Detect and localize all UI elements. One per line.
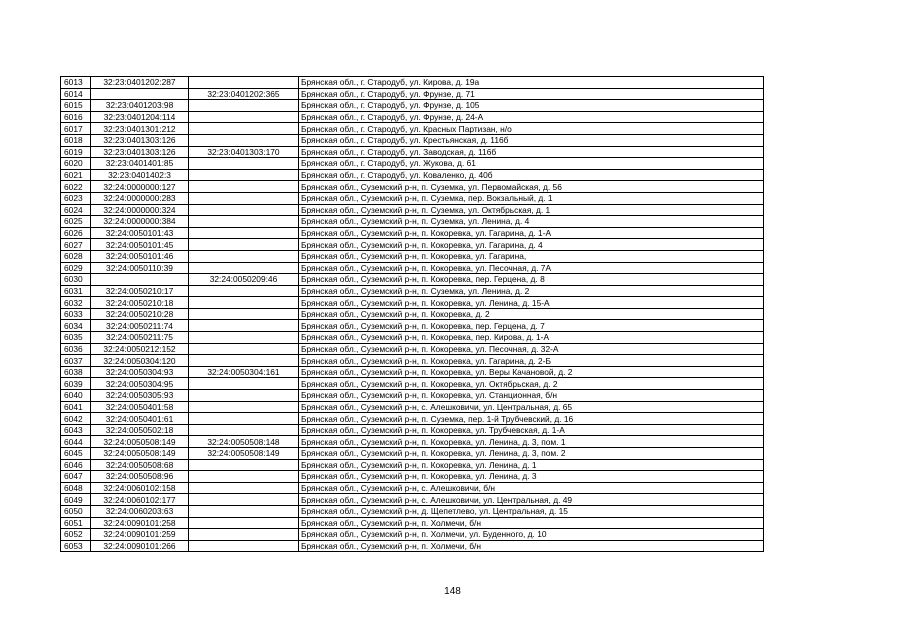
address-cell: Брянская обл., Суземский р-н, п. Кокоревка, ул. Гагарина, д. 4	[299, 239, 764, 251]
table-row	[61, 77, 764, 89]
second-cadastral-number-cell: 32:23:0401303:170	[189, 146, 299, 158]
address-cell: Брянская обл., Суземский р-н, п. Кокоревка, ул. Песочная, д. 32-А	[299, 343, 764, 355]
table-row	[61, 436, 764, 448]
table-row	[61, 401, 764, 413]
address-cell: Брянская обл., Суземский р-н, п. Холмечи, б/н	[299, 540, 764, 552]
address-cell: Брянская обл., г. Стародуб, ул. Жукова, д. 61	[299, 158, 764, 170]
second-cadastral-number-cell	[189, 250, 299, 262]
cadastral-number-cell: 32:24:0060203:63	[91, 505, 189, 517]
cadastral-number-cell: 32:24:0050401:58	[91, 401, 189, 413]
table-row	[61, 413, 764, 425]
address-cell: Брянская обл., г. Стародуб, ул. Фрунзе, д. 105	[299, 100, 764, 112]
address-cell: Брянская обл., г. Стародуб, ул. Заводская, д. 116б	[299, 146, 764, 158]
address-cell: Брянская обл., Суземский р-н, п. Суземка, ул. Первомайская, д. 56	[299, 181, 764, 193]
row-number-cell: 6032	[61, 297, 91, 309]
second-cadastral-number-cell	[189, 227, 299, 239]
second-cadastral-number-cell	[189, 378, 299, 390]
cadastral-number-cell: 32:24:0050101:45	[91, 239, 189, 251]
row-number-cell: 6039	[61, 378, 91, 390]
address-cell: Брянская обл., Суземский р-н, п. Кокоревка, ул. Октябрьская, д. 2	[299, 378, 764, 390]
second-cadastral-number-cell	[189, 77, 299, 89]
address-cell: Брянская обл., Суземский р-н, п. Суземка, пер. Вокзальный, д. 1	[299, 192, 764, 204]
table-row	[61, 482, 764, 494]
row-number-cell: 6013	[61, 77, 91, 89]
second-cadastral-number-cell	[189, 320, 299, 332]
table-row	[61, 262, 764, 274]
address-cell: Брянская обл., Суземский р-н, п. Кокоревка, ул. Ленина, д. 3, пом. 2	[299, 448, 764, 460]
second-cadastral-number-cell	[189, 390, 299, 402]
second-cadastral-number-cell	[189, 308, 299, 320]
row-number-cell: 6044	[61, 436, 91, 448]
cadastral-number-cell: 32:24:0000000:127	[91, 181, 189, 193]
second-cadastral-number-cell	[189, 413, 299, 425]
table-row	[61, 181, 764, 193]
row-number-cell: 6035	[61, 332, 91, 344]
row-number-cell: 6047	[61, 471, 91, 483]
address-cell: Брянская обл., Суземский р-н, с. Алешковичи, ул. Центральная, д. 49	[299, 494, 764, 506]
table-row	[61, 146, 764, 158]
cadastral-number-cell: 32:24:0050502:18	[91, 424, 189, 436]
table-row	[61, 355, 764, 367]
address-cell: Брянская обл., Суземский р-н, с. Алешковичи, ул. Центральная, д. 65	[299, 401, 764, 413]
table-row	[61, 517, 764, 529]
second-cadastral-number-cell: 32:23:0401202:365	[189, 88, 299, 100]
second-cadastral-number-cell	[189, 459, 299, 471]
address-cell: Брянская обл., Суземский р-н, п. Суземка, ул. Ленина, д. 2	[299, 285, 764, 297]
table-row	[61, 390, 764, 402]
cadastral-number-cell: 32:24:0050211:75	[91, 332, 189, 344]
cadastral-number-cell: 32:24:0090101:258	[91, 517, 189, 529]
table-row	[61, 471, 764, 483]
cadastral-number-cell: 32:23:0401202:287	[91, 77, 189, 89]
cadastral-number-cell	[91, 88, 189, 100]
cadastral-number-cell: 32:24:0050401:61	[91, 413, 189, 425]
second-cadastral-number-cell	[189, 517, 299, 529]
row-number-cell: 6025	[61, 216, 91, 228]
row-number-cell: 6033	[61, 308, 91, 320]
second-cadastral-number-cell	[189, 471, 299, 483]
table-row	[61, 540, 764, 552]
cadastral-number-cell: 32:24:0050304:95	[91, 378, 189, 390]
row-number-cell: 6051	[61, 517, 91, 529]
row-number-cell: 6050	[61, 505, 91, 517]
row-number-cell: 6046	[61, 459, 91, 471]
second-cadastral-number-cell	[189, 494, 299, 506]
row-number-cell: 6048	[61, 482, 91, 494]
table-row	[61, 169, 764, 181]
address-cell: Брянская обл., г. Стародуб, ул. Крестьянская, д. 116б	[299, 134, 764, 146]
second-cadastral-number-cell	[189, 239, 299, 251]
row-number-cell: 6028	[61, 250, 91, 262]
second-cadastral-number-cell	[189, 424, 299, 436]
table-row	[61, 192, 764, 204]
second-cadastral-number-cell	[189, 343, 299, 355]
second-cadastral-number-cell: 32:24:0050508:148	[189, 436, 299, 448]
table-row	[61, 320, 764, 332]
cadastral-number-cell: 32:23:0401204:114	[91, 111, 189, 123]
address-cell: Брянская обл., Суземский р-н, п. Кокоревка, ул. Гагарина, д. 2-Б	[299, 355, 764, 367]
cadastral-number-cell: 32:24:0050101:43	[91, 227, 189, 239]
address-cell: Брянская обл., г. Стародуб, ул. Фрунзе, д. 71	[299, 88, 764, 100]
cadastral-number-cell: 32:23:0401303:126	[91, 134, 189, 146]
address-cell: Брянская обл., Суземский р-н, п. Кокоревка, ул. Песочная, д. 7А	[299, 262, 764, 274]
cadastral-number-cell: 32:24:0050101:46	[91, 250, 189, 262]
address-cell: Брянская обл., Суземский р-н, п. Кокоревка, пер. Герцена, д. 7	[299, 320, 764, 332]
table-row	[61, 424, 764, 436]
cadastral-number-cell: 32:24:0060102:177	[91, 494, 189, 506]
row-number-cell: 6038	[61, 366, 91, 378]
row-number-cell: 6037	[61, 355, 91, 367]
row-number-cell: 6042	[61, 413, 91, 425]
cadastral-number-cell	[91, 274, 189, 286]
document-page	[60, 76, 763, 552]
cadastral-number-cell: 32:24:0050508:68	[91, 459, 189, 471]
table-row	[61, 529, 764, 541]
address-cell: Брянская обл., Суземский р-н, п. Кокоревка, ул. Гагарина,	[299, 250, 764, 262]
row-number-cell: 6014	[61, 88, 91, 100]
address-cell: Брянская обл., Суземский р-н, п. Кокоревка, ул. Станционная, б/н	[299, 390, 764, 402]
table-row	[61, 308, 764, 320]
row-number-cell: 6029	[61, 262, 91, 274]
row-number-cell: 6026	[61, 227, 91, 239]
cadastral-number-cell: 32:24:0090101:259	[91, 529, 189, 541]
table-row	[61, 494, 764, 506]
second-cadastral-number-cell	[189, 181, 299, 193]
table-row	[61, 158, 764, 170]
table-row	[61, 448, 764, 460]
table-body	[61, 77, 764, 552]
table-row	[61, 88, 764, 100]
address-cell: Брянская обл., Суземский р-н, п. Холмечи, б/н	[299, 517, 764, 529]
row-number-cell: 6023	[61, 192, 91, 204]
row-number-cell: 6040	[61, 390, 91, 402]
address-cell: Брянская обл., г. Стародуб, ул. Красных Партизан, н/о	[299, 123, 764, 135]
cadastral-number-cell: 32:24:0050304:93	[91, 366, 189, 378]
cadastral-number-cell: 32:24:0050508:149	[91, 436, 189, 448]
row-number-cell: 6045	[61, 448, 91, 460]
second-cadastral-number-cell	[189, 123, 299, 135]
second-cadastral-number-cell	[189, 262, 299, 274]
cadastral-number-cell: 32:24:0000000:384	[91, 216, 189, 228]
address-cell: Брянская обл., Суземский р-н, п. Кокоревка, ул. Веры Качановой, д. 2	[299, 366, 764, 378]
cadastral-number-cell: 32:24:0050508:96	[91, 471, 189, 483]
row-number-cell: 6016	[61, 111, 91, 123]
table-row	[61, 343, 764, 355]
address-cell: Брянская обл., Суземский р-н, п. Кокоревка, ул. Гагарина, д. 1-А	[299, 227, 764, 239]
cadastral-table	[60, 76, 764, 552]
row-number-cell: 6019	[61, 146, 91, 158]
table-row	[61, 204, 764, 216]
address-cell: Брянская обл., Суземский р-н, п. Суземка, ул. Октябрьская, д. 1	[299, 204, 764, 216]
table-row	[61, 227, 764, 239]
table-row	[61, 332, 764, 344]
second-cadastral-number-cell	[189, 529, 299, 541]
row-number-cell: 6030	[61, 274, 91, 286]
second-cadastral-number-cell	[189, 158, 299, 170]
cadastral-number-cell: 32:24:0050210:28	[91, 308, 189, 320]
address-cell: Брянская обл., Суземский р-н, п. Кокоревка, ул. Трубчевская, д. 1-А	[299, 424, 764, 436]
second-cadastral-number-cell	[189, 169, 299, 181]
cadastral-number-cell: 32:24:0050211:74	[91, 320, 189, 332]
table-row	[61, 297, 764, 309]
second-cadastral-number-cell	[189, 332, 299, 344]
row-number-cell: 6015	[61, 100, 91, 112]
row-number-cell: 6024	[61, 204, 91, 216]
cadastral-number-cell: 32:23:0401402:3	[91, 169, 189, 181]
row-number-cell: 6020	[61, 158, 91, 170]
table-row	[61, 216, 764, 228]
row-number-cell: 6036	[61, 343, 91, 355]
cadastral-number-cell: 32:24:0050508:149	[91, 448, 189, 460]
second-cadastral-number-cell	[189, 192, 299, 204]
second-cadastral-number-cell: 32:24:0050508:149	[189, 448, 299, 460]
address-cell: Брянская обл., г. Стародуб, ул. Коваленко, д. 40б	[299, 169, 764, 181]
table-row	[61, 100, 764, 112]
row-number-cell: 6041	[61, 401, 91, 413]
cadastral-number-cell: 32:23:0401401:85	[91, 158, 189, 170]
second-cadastral-number-cell: 32:24:0050304:161	[189, 366, 299, 378]
row-number-cell: 6052	[61, 529, 91, 541]
table-row	[61, 134, 764, 146]
row-number-cell: 6017	[61, 123, 91, 135]
address-cell: Брянская обл., Суземский р-н, д. Щепетлево, ул. Центральная, д. 15	[299, 505, 764, 517]
cadastral-number-cell: 32:24:0050305:93	[91, 390, 189, 402]
table-row	[61, 505, 764, 517]
table-row	[61, 250, 764, 262]
row-number-cell: 6043	[61, 424, 91, 436]
cadastral-number-cell: 32:24:0050304:120	[91, 355, 189, 367]
cadastral-number-cell: 32:24:0000000:283	[91, 192, 189, 204]
cadastral-number-cell: 32:24:0050210:17	[91, 285, 189, 297]
second-cadastral-number-cell: 32:24:0050209:46	[189, 274, 299, 286]
cadastral-number-cell: 32:24:0090101:266	[91, 540, 189, 552]
address-cell: Брянская обл., Суземский р-н, с. Алешковичи, б/н	[299, 482, 764, 494]
address-cell: Брянская обл., Суземский р-н, п. Кокоревка, пер. Кирова, д. 1-А	[299, 332, 764, 344]
table-row	[61, 366, 764, 378]
second-cadastral-number-cell	[189, 401, 299, 413]
second-cadastral-number-cell	[189, 297, 299, 309]
second-cadastral-number-cell	[189, 482, 299, 494]
address-cell: Брянская обл., Суземский р-н, п. Холмечи, ул. Буденного, д. 10	[299, 529, 764, 541]
address-cell: Брянская обл., г. Стародуб, ул. Кирова, д. 19а	[299, 77, 764, 89]
cadastral-number-cell: 32:24:0060102:158	[91, 482, 189, 494]
table-row	[61, 274, 764, 286]
row-number-cell: 6027	[61, 239, 91, 251]
cadastral-number-cell: 32:24:0050212:152	[91, 343, 189, 355]
row-number-cell: 6022	[61, 181, 91, 193]
second-cadastral-number-cell	[189, 540, 299, 552]
second-cadastral-number-cell	[189, 216, 299, 228]
cadastral-number-cell: 32:23:0401301:212	[91, 123, 189, 135]
row-number-cell: 6049	[61, 494, 91, 506]
page-number: 148	[444, 586, 461, 597]
second-cadastral-number-cell	[189, 100, 299, 112]
row-number-cell: 6034	[61, 320, 91, 332]
cadastral-number-cell: 32:23:0401203:98	[91, 100, 189, 112]
cadastral-number-cell: 32:24:0000000:324	[91, 204, 189, 216]
second-cadastral-number-cell	[189, 204, 299, 216]
address-cell: Брянская обл., Суземский р-н, п. Кокоревка, ул. Ленина, д. 1	[299, 459, 764, 471]
second-cadastral-number-cell	[189, 355, 299, 367]
table-row	[61, 239, 764, 251]
cadastral-number-cell: 32:24:0050210:18	[91, 297, 189, 309]
row-number-cell: 6021	[61, 169, 91, 181]
table-row	[61, 123, 764, 135]
table-row	[61, 459, 764, 471]
table-row	[61, 285, 764, 297]
address-cell: Брянская обл., Суземский р-н, п. Суземка, пер. 1-й Трубчевский, д. 16	[299, 413, 764, 425]
table-row	[61, 111, 764, 123]
address-cell: Брянская обл., Суземский р-н, п. Кокоревка, ул. Ленина, д. 15-А	[299, 297, 764, 309]
address-cell: Брянская обл., г. Стародуб, ул. Фрунзе, д. 24-А	[299, 111, 764, 123]
second-cadastral-number-cell	[189, 285, 299, 297]
address-cell: Брянская обл., Суземский р-н, п. Кокоревка, ул. Ленина, д. 3, пом. 1	[299, 436, 764, 448]
cadastral-number-cell: 32:23:0401303:126	[91, 146, 189, 158]
second-cadastral-number-cell	[189, 111, 299, 123]
row-number-cell: 6031	[61, 285, 91, 297]
address-cell: Брянская обл., Суземский р-н, п. Кокоревка, д. 2	[299, 308, 764, 320]
table-row	[61, 378, 764, 390]
address-cell: Брянская обл., Суземский р-н, п. Кокоревка, ул. Ленина, д. 3	[299, 471, 764, 483]
address-cell: Брянская обл., Суземский р-н, п. Суземка, ул. Ленина, д. 4	[299, 216, 764, 228]
second-cadastral-number-cell	[189, 505, 299, 517]
row-number-cell: 6018	[61, 134, 91, 146]
row-number-cell: 6053	[61, 540, 91, 552]
cadastral-number-cell: 32:24:0050110:39	[91, 262, 189, 274]
second-cadastral-number-cell	[189, 134, 299, 146]
address-cell: Брянская обл., Суземский р-н, п. Кокоревка, пер. Герцена, д. 8	[299, 274, 764, 286]
